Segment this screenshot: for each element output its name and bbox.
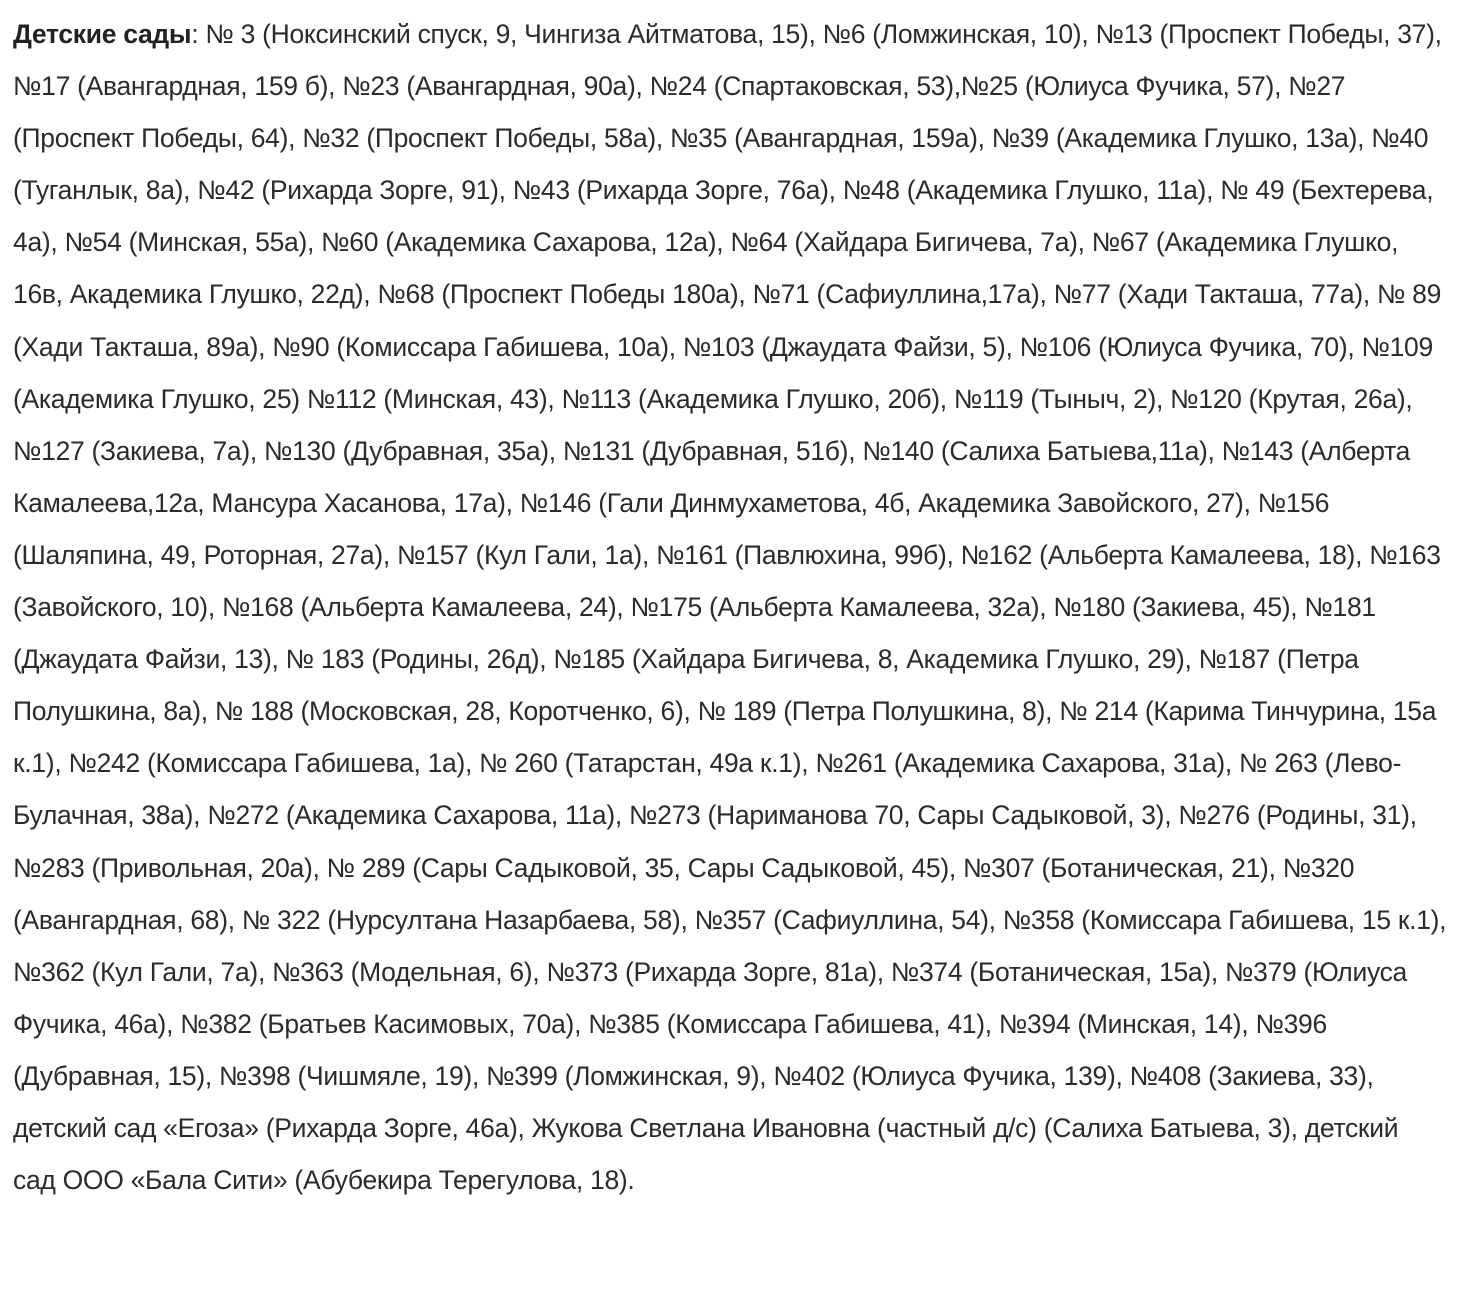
kindergartens-label: Детские сады (13, 19, 192, 49)
kindergartens-list-text: : № 3 (Ноксинский спуск, 9, Чингиза Айтматова, 15), №6 (Ломжинская, 10), №13 (Проспект Победы, 37), №17 (Авангардная, 159 б), №23 (Авангардная, 90а), №24 (Спартаковская, 53),№25 (Юлиуса Фучика, 57), №27 (Проспект Победы, 64), №32 (Проспект Победы, 58а), №35 (Авангардная, 159а), №39 (Академика Глушко, 13а), №40 (Туганлык, 8а), №42 (Рихарда Зорге, 91), №43 (Рихарда Зорге, 76а), №48 (Академика Глушко, 11а), № 49 (Бехтерева, 4а), №54 (Минская, 55а), №60 (Академика Сахарова, 12а), №64 (Хайдара Бигичева, 7а), №67 (Академика Глушко, 16в, Академика Глушко, 22д), №68 (Проспект Победы 180а), №71 (Сафиуллина,17а), №77 (Хади Такташа, 77а), № 89 (Хади Такташа, 89а), №90 (Комиссара Габишева, 10а), №103 (Джаудата Файзи, 5), №106 (Юлиуса Фучика, 70), №109 (Академика Глушко, 25) №112 (Минская, 43), №113 (Академика Глушко, 20б), №119 (Тыныч, 2), №120 (Крутая, 26а), №127 (Закиева, 7а), №130 (Дубравная, 35а), №131 (Дубравная, 51б), №140 (Салиха Батыева,11а), №143 (Алберта Камалеева,12а, Мансура Хасанова, 17а), №146 (Гали Динмухаметова, 4б, Академика Завойского, 27), №156 (Шаляпина, 49, Роторная, 27а), №157 (Кул Гали, 1а), №161 (Павлюхина, 99б), №162 (Альберта Камалеева, 18), №163 (Завойского, 10), №168 (Альберта Камалеева, 24), №175 (Альберта Камалеева, 32а), №180 (Закиева, 45), №181 (Джаудата Файзи, 13), № 183 (Родины, 26д), №185 (Хайдара Бигичева, 8, Академика Глушко, 29), №187 (Петра Полушкина, 8а), № 188 (Московская, 28, Коротченко, 6), № 189 (Петра Полушкина, 8), № 214 (Карима Тинчурина, 15а к.1), №242 (Комиссара Габишева, 1а), № 260 (Татарстан, 49а к.1), №261 (Академика Сахарова, 31а), № 263 (Лево-Булачная, 38а), №272 (Академика Сахарова, 11а), №273 (Нариманова 70, Сары Садыковой, 3), №276 (Родины, 31), №283 (Привольная, 20а), № 289 (Сары Садыковой, 35, Сары Садыковой, 45), №307 (Ботаническая, 21), №320 (Авангардная, 68), № 322 (Нурсултана Назарбаева, 58), №357 (Сафиуллина, 54), №358 (Комиссара Габишева, 15 к.1), №362 (Кул Гали, 7а), №363 (Модельная, 6), №373 (Рихарда Зорге, 81а), №374 (Ботаническая, 15а), №379 (Юлиуса Фучика, 46а), №382 (Братьев Касимовых, 70а), №385 (Комиссара Габишева, 41), №394 (Минская, 14), №396 (Дубравная, 15), №398 (Чишмяле, 19), №399 (Ломжинская, 9), №402 (Юлиуса Фучика, 139), №408 (Закиева, 33), детский сад «Егоза» (Рихарда Зорге, 46а), Жукова Светлана Ивановна (частный д/с) (Салиха Батыева, 3), детский сад ООО «Бала Сити» (Абубекира Терегулова, 18). (13, 19, 1447, 1196)
kindergartens-paragraph (13, 8, 1447, 1206)
